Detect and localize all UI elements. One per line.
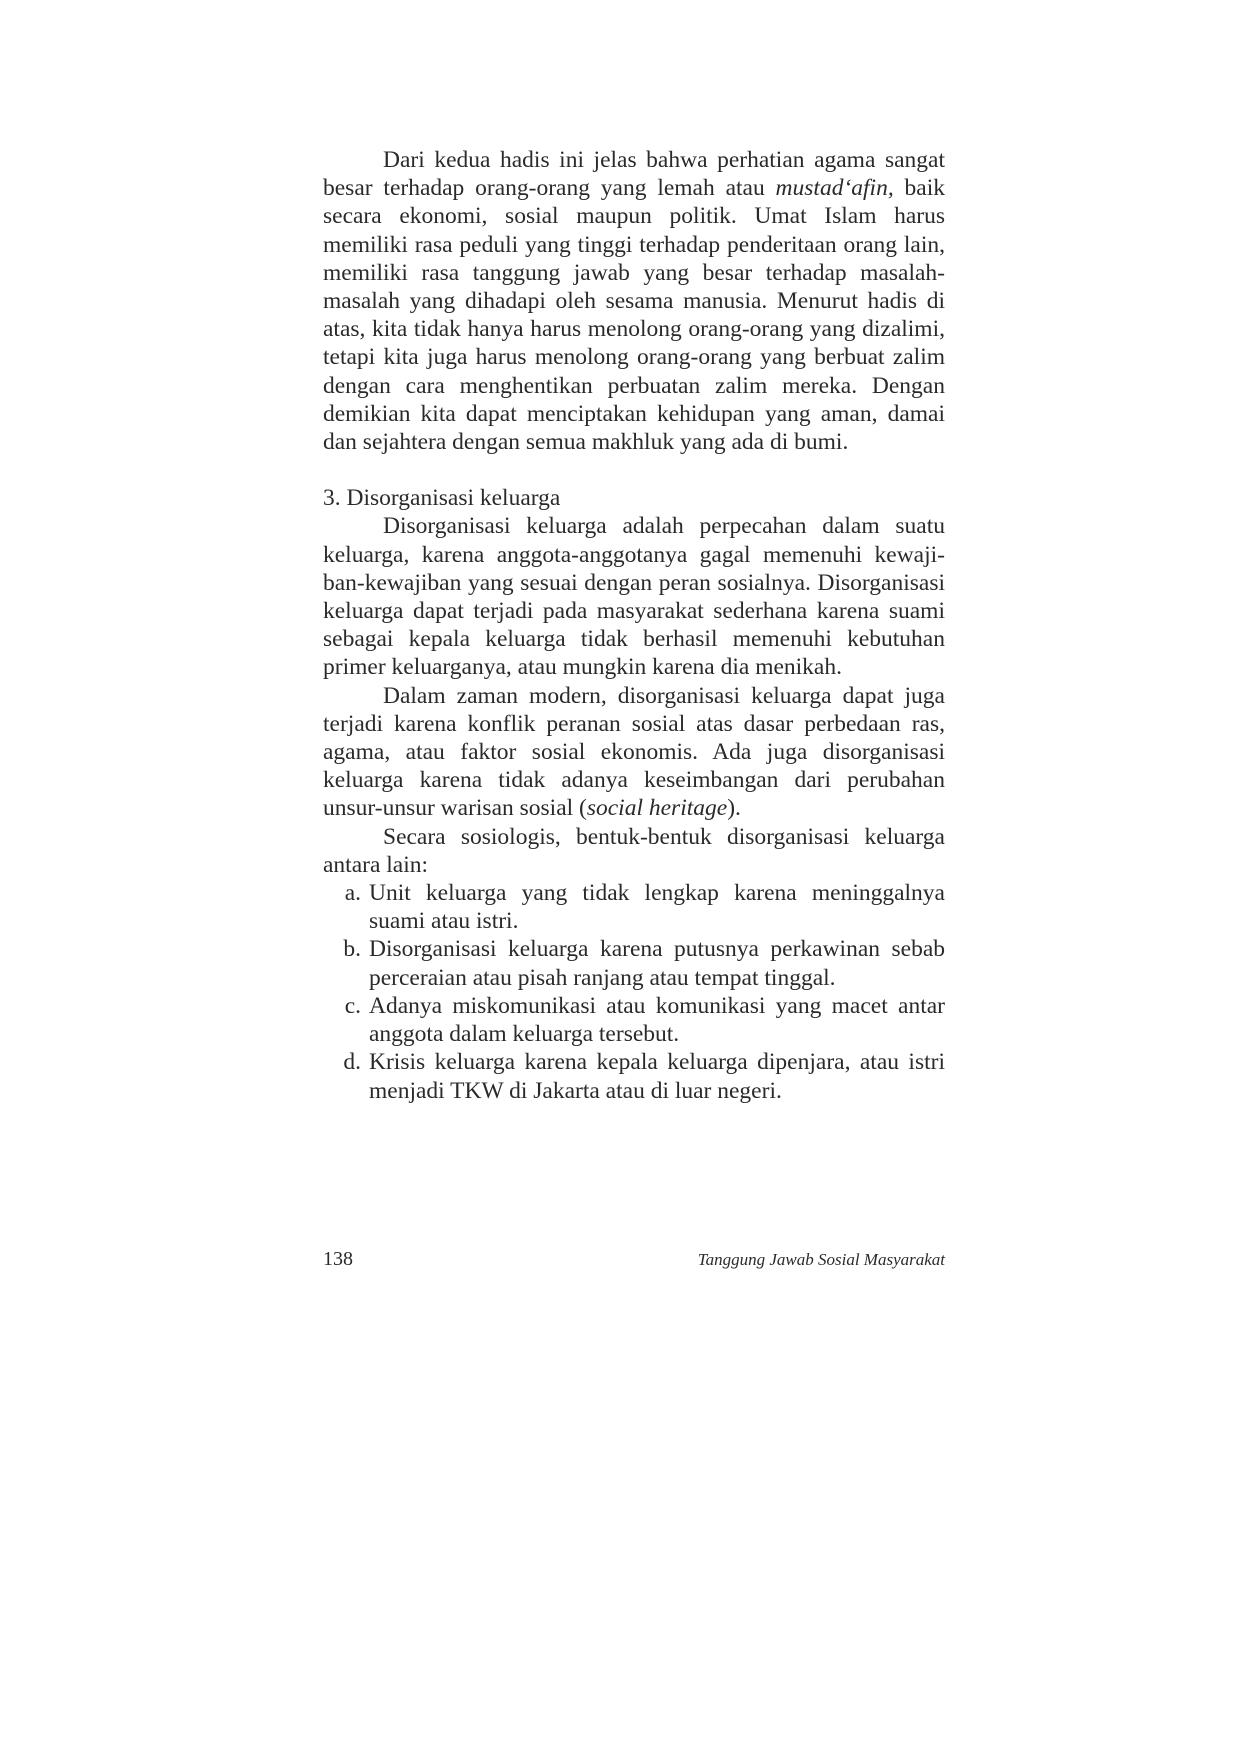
list-item-text: Unit keluarga yang tidak lengkap karena meninggalnya suami atau istri. bbox=[369, 880, 945, 935]
list-marker: b. bbox=[343, 936, 361, 963]
paragraph-text: Dari kedua hadis ini jelas bahwa perhatian agama sangat besar terhadap orang-orang yang lemah atau bbox=[323, 147, 945, 202]
list-item-text: Disorganisasi keluarga karena putusnya perkawinan sebab perceraian atau pisah ranjang atau tempat tinggal. bbox=[369, 936, 945, 991]
list-marker: c. bbox=[344, 992, 361, 1019]
paragraph-text: ). bbox=[727, 795, 741, 822]
paragraph-text: baik secara ekonomi, sosial maupun politik. Umat Islam harus memiliki rasa peduli yang tinggi terhadap penderitaan orang lain, memiliki rasa tanggung jawab yang besar terhadap masalah-masalah yang dihadapi oleh sesama manusia. Menurut hadis di atas, kita tidak hanya harus menolong orang-orang yang dizalimi, tetapi kita juga harus menolong orang-orang yang berbuat zalim dengan cara menghentikan perbuatan zalim mereka. Dengan demikian kita dapat menciptakan kehidupan yang aman, damai dan sejahtera dengan semua makhluk yang ada di bumi. bbox=[323, 175, 945, 456]
list-item-text: Adanya miskomunikasi atau komunikasi yang macet antar anggota dalam keluarga tersebut. bbox=[369, 992, 945, 1048]
list-item-text: Krisis keluarga karena kepala keluarga dipenjara, atau istri menjadi TKW di Jakarta atau di luar negeri. bbox=[369, 1049, 945, 1104]
paragraph-text: Dalam zaman modern, disorganisasi keluarga dapat juga terjadi karena konflik peranan sosial atas dasar perbedaan ras, agama, atau faktor sosial ekonomis. Ada juga disorganisasi keluarga karena tidak adanya keseimbangan dari perubahan unsur-unsur warisan sosial ( bbox=[323, 682, 945, 822]
paragraph-list-intro: Secara sosiologis, bentuk-bentuk disorganisasi keluarga antara lain: bbox=[323, 823, 945, 878]
paragraph-modern-era bbox=[323, 682, 945, 823]
italic-term-mustadafin: mustad‘afin, bbox=[775, 175, 894, 202]
list-marker: d. bbox=[343, 1049, 361, 1076]
italic-term-social-heritage: social heritage bbox=[586, 795, 728, 822]
page-footer bbox=[323, 1248, 945, 1271]
page-body bbox=[323, 146, 945, 1105]
paragraph-definition: Disorganisasi keluarga adalah perpecahan dalam suatu keluarga, karena anggota-anggotanya gagal memenuhi kewajiban-kewajiban yang sesuai dengan peran sosialnya. Disorganisasi keluarga dapat terjadi pada masyarakat sederhana karena suami sebagai kepala keluarga tidak berhasil memenuhi kebutuhan primer keluarganya, atau mungkin karena dia menikah. bbox=[323, 513, 945, 681]
page-number: 138 bbox=[323, 1248, 353, 1270]
paragraph-hadis-conclusion bbox=[323, 146, 945, 456]
section-heading: 3. Disorganisasi keluarga bbox=[323, 485, 561, 512]
list-item bbox=[323, 1048, 945, 1104]
list-item bbox=[323, 935, 945, 991]
list-item bbox=[323, 879, 945, 935]
list-marker: a. bbox=[344, 880, 361, 907]
running-title: Tanggung Jawab Sosial Masyarakat bbox=[697, 1250, 945, 1269]
disorganization-forms-list bbox=[323, 879, 945, 1105]
list-item bbox=[323, 992, 945, 1048]
